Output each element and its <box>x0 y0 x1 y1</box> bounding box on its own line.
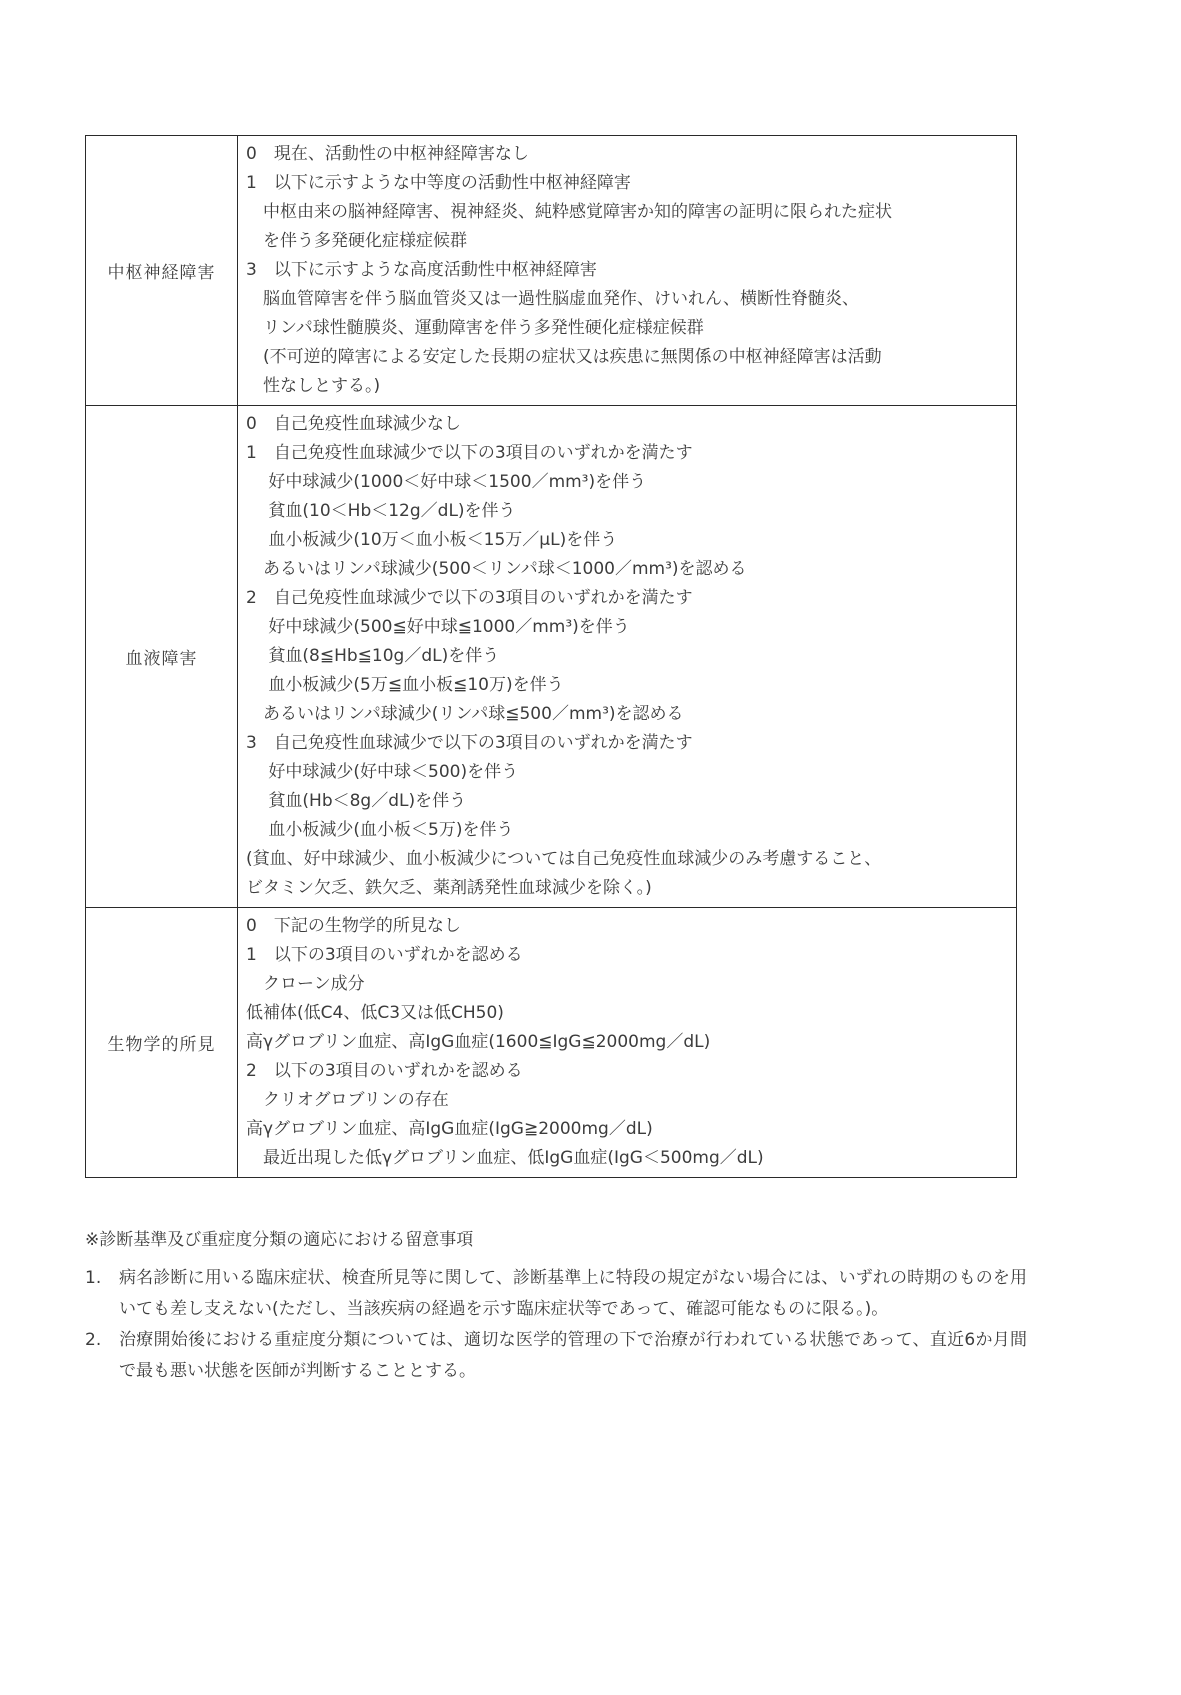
criteria-line: (貧血、好中球減少、血小板減少については自己免疫性血球減少のみ考慮すること、 <box>246 849 882 869</box>
criteria-line: 高γグロブリン血症、高IgG血症(IgG≧2000mg／dL) <box>246 1119 653 1139</box>
criteria-line: 0 下記の生物学的所見なし <box>246 916 461 936</box>
criteria-line: あるいはリンパ球減少(リンパ球≦500／mm³)を認める <box>246 704 684 724</box>
criteria-line: 0 自己免疫性血球減少なし <box>246 414 461 434</box>
notes-section <box>85 1225 1027 1387</box>
criteria-line: 最近出現した低γグロブリン血症、低IgG血症(IgG＜500mg／dL) <box>246 1148 764 1168</box>
row-label-cns: 中枢神経障害 <box>86 136 238 406</box>
criteria-line: 2 以下の3項目のいずれかを認める <box>246 1061 523 1081</box>
note-number: 2. <box>85 1330 102 1350</box>
criteria-line: 好中球減少(1000＜好中球＜1500／mm³)を伴う <box>246 472 647 492</box>
row-label-hematologic: 血液障害 <box>86 406 238 908</box>
criteria-line: 2 自己免疫性血球減少で以下の3項目のいずれかを満たす <box>246 588 693 608</box>
notes-title: ※診断基準及び重症度分類の適応における留意事項 <box>85 1230 474 1250</box>
criteria-line: 低補体(低C4、低C3又は低CH50) <box>246 1003 504 1023</box>
row-label-biological: 生物学的所見 <box>86 908 238 1178</box>
criteria-line: 高γグロブリン血症、高IgG血症(1600≦IgG≦2000mg／dL) <box>246 1032 711 1052</box>
criteria-line: リンパ球性髄膜炎、運動障害を伴う多発性硬化症様症候群 <box>246 318 704 338</box>
criteria-line: クローン成分 <box>246 974 365 994</box>
row-content-biological <box>238 908 1017 1178</box>
criteria-line: 1 自己免疫性血球減少で以下の3項目のいずれかを満たす <box>246 443 693 463</box>
criteria-line: 血小板減少(10万＜血小板＜15万／μL)を伴う <box>246 530 618 550</box>
criteria-line: ビタミン欠乏、鉄欠乏、薬剤誘発性血球減少を除く。) <box>246 878 652 898</box>
criteria-line: あるいはリンパ球減少(500＜リンパ球＜1000／mm³)を認める <box>246 559 747 579</box>
note-text: 病名診断に用いる臨床症状、検査所見等に関して、診断基準上に特段の規定がない場合には、いずれの時期のものを用いても差し支えない(ただし、当該疾病の経過を示す臨床症状等であって、確認可能なものに限る。)。 <box>119 1268 1027 1319</box>
criteria-line: 血小板減少(血小板＜5万)を伴う <box>246 820 514 840</box>
note-item-2 <box>85 1325 1027 1387</box>
criteria-line: 好中球減少(好中球＜500)を伴う <box>246 762 519 782</box>
criteria-line: 好中球減少(500≦好中球≦1000／mm³)を伴う <box>246 617 630 637</box>
note-number: 1. <box>85 1268 102 1288</box>
criteria-line: 貧血(8≦Hb≦10g／dL)を伴う <box>246 646 500 666</box>
criteria-line: 3 自己免疫性血球減少で以下の3項目のいずれかを満たす <box>246 733 693 753</box>
criteria-line: 貧血(10＜Hb＜12g／dL)を伴う <box>246 501 516 521</box>
criteria-line: 貧血(Hb＜8g／dL)を伴う <box>246 791 467 811</box>
criteria-line: 1 以下に示すような中等度の活動性中枢神経障害 <box>246 173 631 193</box>
criteria-line: 脳血管障害を伴う脳血管炎又は一過性脳虚血発作、けいれん、横断性脊髄炎、 <box>246 289 860 309</box>
criteria-line: クリオグロブリンの存在 <box>246 1090 449 1110</box>
criteria-line: 血小板減少(5万≦血小板≦10万)を伴う <box>246 675 564 695</box>
criteria-line: 性なしとする。) <box>246 376 381 396</box>
criteria-line: を伴う多発硬化症様症候群 <box>246 231 467 251</box>
criteria-line: (不可逆的障害による安定した長期の症状又は疾患に無関係の中枢神経障害は活動 <box>246 347 882 367</box>
note-text: 治療開始後における重症度分類については、適切な医学的管理の下で治療が行われている状態であって、直近6か月間で最も悪い状態を医師が判断することとする。 <box>119 1330 1027 1381</box>
table-row-cns <box>86 136 1017 406</box>
table-row-hematologic <box>86 406 1017 908</box>
criteria-line: 1 以下の3項目のいずれかを認める <box>246 945 523 965</box>
note-item-1 <box>85 1263 1027 1325</box>
criteria-line: 3 以下に示すような高度活動性中枢神経障害 <box>246 260 597 280</box>
criteria-line: 0 現在、活動性の中枢神経障害なし <box>246 144 529 164</box>
row-content-hematologic <box>238 406 1017 908</box>
severity-criteria-table <box>85 135 1017 1178</box>
table-row-biological <box>86 908 1017 1178</box>
row-content-cns <box>238 136 1017 406</box>
criteria-line: 中枢由来の脳神経障害、視神経炎、純粋感覚障害か知的障害の証明に限られた症状 <box>246 202 892 222</box>
